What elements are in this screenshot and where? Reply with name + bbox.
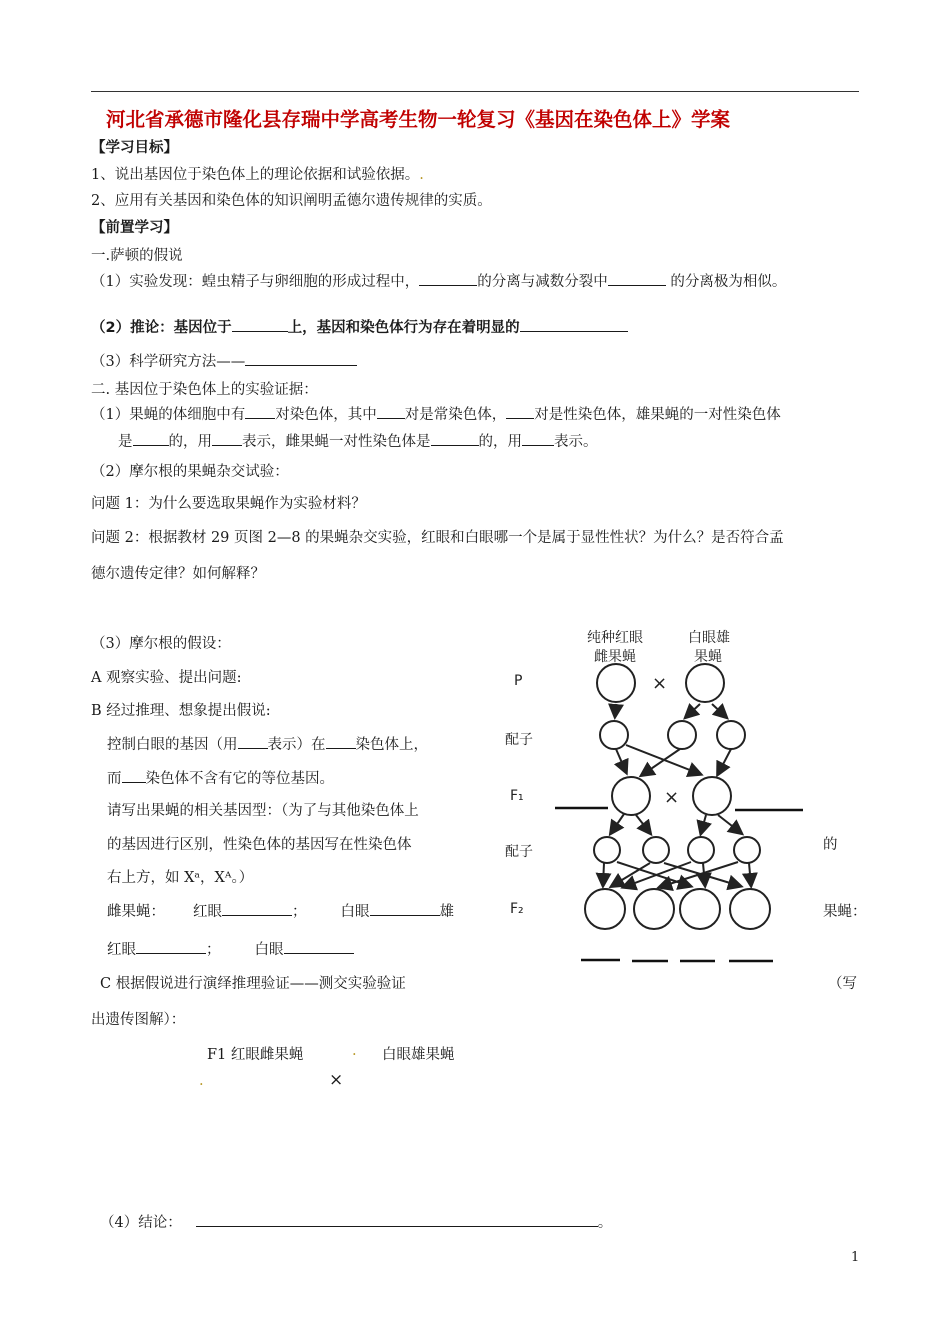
gamete-male-circle-1	[668, 721, 696, 749]
s1-line2: （2）推论：基因位于 上，基因和染色体行为存在着明显的	[91, 316, 628, 337]
diagram-parent1-line1: 纯种红眼	[587, 630, 643, 646]
diagram-cross-2: ×	[664, 787, 680, 808]
gamete-female-circle	[600, 721, 628, 749]
decorative-dot: .	[352, 1043, 357, 1059]
pre-heading: 【前置学习】	[91, 220, 178, 236]
diagram-label-f2: F₂	[510, 901, 524, 917]
genotype-male-label: 果蝇：	[823, 904, 867, 920]
page-number: 1	[851, 1250, 860, 1265]
goal-item-2: 2、应用有关基因和染色体的知识阐明孟德尔遗传规律的实质。	[91, 193, 492, 209]
diagram-label-p: P	[514, 673, 523, 689]
goals-heading: 【学习目标】	[91, 140, 178, 156]
f2-circle-4	[730, 889, 770, 929]
f1-gamete-circle-3	[688, 837, 714, 863]
s2-line1: （1）果蝇的体细胞中有 对染色体，其中 对是常染色体， 对是性染色体，雄果蝇的一对性染色体	[91, 407, 781, 423]
f1-gamete-circle-1	[594, 837, 620, 863]
hyp-line2: 而 染色体不含有它的等位基因。	[107, 771, 334, 787]
step-a: A 观察实验、提出问题:	[91, 670, 242, 686]
f2-circle-2	[634, 889, 674, 929]
s2-line3: （2）摩尔根的果蝇杂交试验：	[91, 464, 289, 480]
f1-female-circle	[612, 777, 650, 815]
page-title: 河北省承德市隆化县存瑞中学高考生物一轮复习《基因在染色体上》学案	[106, 108, 731, 131]
diagram-parent2-line1: 白眼雄	[688, 630, 730, 646]
decorative-dot-2: .	[199, 1073, 204, 1089]
hyp-line1: 控制白眼的基因（用 表示）在 染色体上，	[107, 737, 428, 753]
gamete-male-circle-2	[717, 721, 745, 749]
testcross-white-male: 白眼雄果蝇	[382, 1047, 455, 1063]
diagram-parent2-line2: 果蝇	[694, 649, 722, 665]
diagram-cross-1: ×	[652, 673, 668, 694]
f2-circle-3	[680, 889, 720, 929]
hypothesis-title: （3）摩尔根的假设：	[91, 636, 231, 652]
genotype-female: 雌果蝇： 红眼 ； 白眼 雄	[107, 904, 454, 920]
testcross-cross-sign: ×	[329, 1070, 344, 1090]
diagram-parent1-line2: 雌果蝇	[594, 649, 636, 665]
section1-title: 一.萨顿的假说	[91, 248, 183, 264]
question-1: 问题 1：为什么要选取果蝇作为实验材料？	[91, 496, 366, 512]
diagram-label-f1: F₁	[510, 788, 524, 804]
f2-circle-1	[585, 889, 625, 929]
step-c-line2: 出遗传图解）：	[91, 1012, 186, 1028]
hyp-line4: 的基因进行区别，性染色体的基因写在性染色体	[107, 837, 412, 853]
diagram-label-gamete1: 配子	[505, 732, 533, 748]
f1-gamete-circle-4	[734, 837, 760, 863]
hyp-line5: 右上方，如 Xᵃ，Xᴬ。）	[107, 870, 254, 886]
goal-item-1: 1、说出基因位于染色体上的理论依据和试验依据。.	[91, 167, 424, 183]
s2-line2: 是 的，用 表示，雌果蝇一对性染色体是 的，用 表示。	[118, 434, 598, 450]
genotype-male: 红眼 ； 白眼	[107, 938, 354, 959]
step-c: C 根据假说进行演绎推理验证——测交实验验证	[100, 976, 406, 992]
diagram-label-gamete2: 配子	[505, 844, 533, 860]
hyp-line4-tail: 的	[823, 837, 838, 853]
hyp-line3: 请写出果蝇的相关基因型：（为了与其他染色体上	[107, 803, 419, 819]
testcross-f1: F1 红眼雌果蝇	[207, 1047, 304, 1063]
s1-line1: （1）实验发现：蝗虫精子与卵细胞的形成过程中， 的分离与减数分裂中 的分离极为相似。	[91, 274, 787, 290]
parent-female-circle	[597, 664, 635, 702]
question-2-line2: 德尔遗传定律？如何解释？	[91, 566, 265, 582]
f1-gamete-circle-2	[643, 837, 669, 863]
step-b: B 经过推理、想象提出假说:	[91, 703, 271, 719]
conclusion: （4）结论： 。	[100, 1215, 613, 1231]
f1-male-circle	[693, 777, 731, 815]
s1-line3: （3）科学研究方法——	[91, 350, 357, 371]
step-c-tail: （写	[828, 976, 857, 992]
question-2-line1: 问题 2：根据教材 29 页图 2—8 的果蝇杂交实验，红眼和白眼哪一个是属于显性性状？为什么？是否符合孟	[91, 530, 784, 546]
parent-male-circle	[686, 664, 724, 702]
section2-title: 二. 基因位于染色体上的实验证据：	[91, 382, 318, 398]
